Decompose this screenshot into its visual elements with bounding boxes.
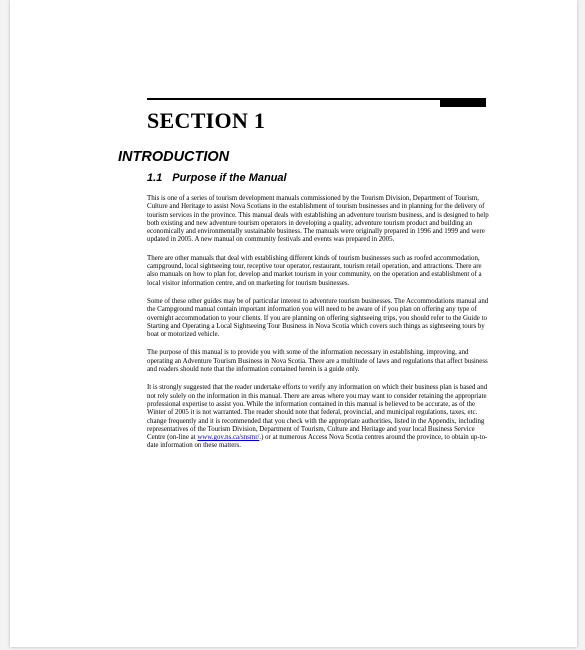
paragraph-5 — [147, 384, 489, 450]
subsection-number: 1.1 — [147, 172, 163, 184]
section-heading: SECTION 1 — [147, 108, 266, 133]
header-rule — [147, 98, 486, 100]
chapter-heading: INTRODUCTION — [118, 149, 230, 165]
paragraph-5-text-b: .) or at numerous Access Nova Scotia centres around the province, to obtain up-to-date information on these matters. — [147, 434, 488, 450]
paragraph-1: This is one of a series of tourism development manuals commissioned by the Tourism Division, Department of Tourism, Culture and Heritage to assist Nova Scotians in the establishment of tourism businesses and in planning for the delivery of tourism services in the province. This manual deals with establishing an adventure tourism business, and is designed to help both existing and new adventure tourism operators in developing a quality, adventure tourism product and building an economically and environmentally sustainable business. The manuals were originally prepared in 1996 and 1999 and were updated in 2005. A new manual on community festivals and events was prepared in 2005. — [147, 195, 489, 244]
subsection-heading — [147, 172, 287, 184]
paragraph-3: Some of these other guides may be of particular interest to adventure tourism businesses. The Accommodations manual and the Campground manual contain important information you will need to be aware of if you plan on offering any type of overnight accommodation to your clients. If you are planning on offering sightseeing trips, you should refer to the Guide to Starting and Operating a Local Sightseeing Tour Business in Nova Scotia which covers such things as sightseeing tours by boat or motorized vehicle. — [147, 297, 489, 339]
paragraph-5-text-a: It is strongly suggested that the reader undertake efforts to verify any information on which their business plan is based and not rely solely on the information in this manual. There are areas where you may want to consider retaining the appropriate professional expertise to assist you. While the information contained in this manual is believed to be accurate, as of the Winter of 2005 it is not warranted. The reader should note that federal, provincial, and municipal regulations, taxes, etc. change frequently and it is recommended that you check with the appropriate authorities, listed in the Appendix, including representatives of the Tourism Division, Department of Tourism, Culture and Heritage and your local Business Service Centre (on-line at — [147, 384, 488, 442]
paragraph-2: There are other manuals that deal with establishing different kinds of tourism businesses such as roofed accommodation, campground, local sightseeing tour, receptive tour operator, restaurant, tourism retail operation, and attractions. There are also manuals on how to plan for, develop and market tourism in your community, on the operation and establishment of a local visitor information centre, and on marketing for tourism businesses. — [147, 254, 482, 287]
subsection-title: Purpose if the Manual — [172, 172, 287, 184]
document-page — [10, 0, 577, 647]
body-text — [147, 195, 489, 461]
paragraph-4: The purpose of this manual is to provide you with some of the information necessary in establishing, improving, and operating an Adventure Tourism Business in Nova Scotia. There are a multitude of laws and regulations that affect business and readers should note that the information contained herein is a guide only. — [147, 349, 488, 374]
header-rule-accent — [440, 98, 486, 107]
gov-website-link[interactable]: www.gov.ns.ca/snsmr/ — [197, 434, 260, 442]
